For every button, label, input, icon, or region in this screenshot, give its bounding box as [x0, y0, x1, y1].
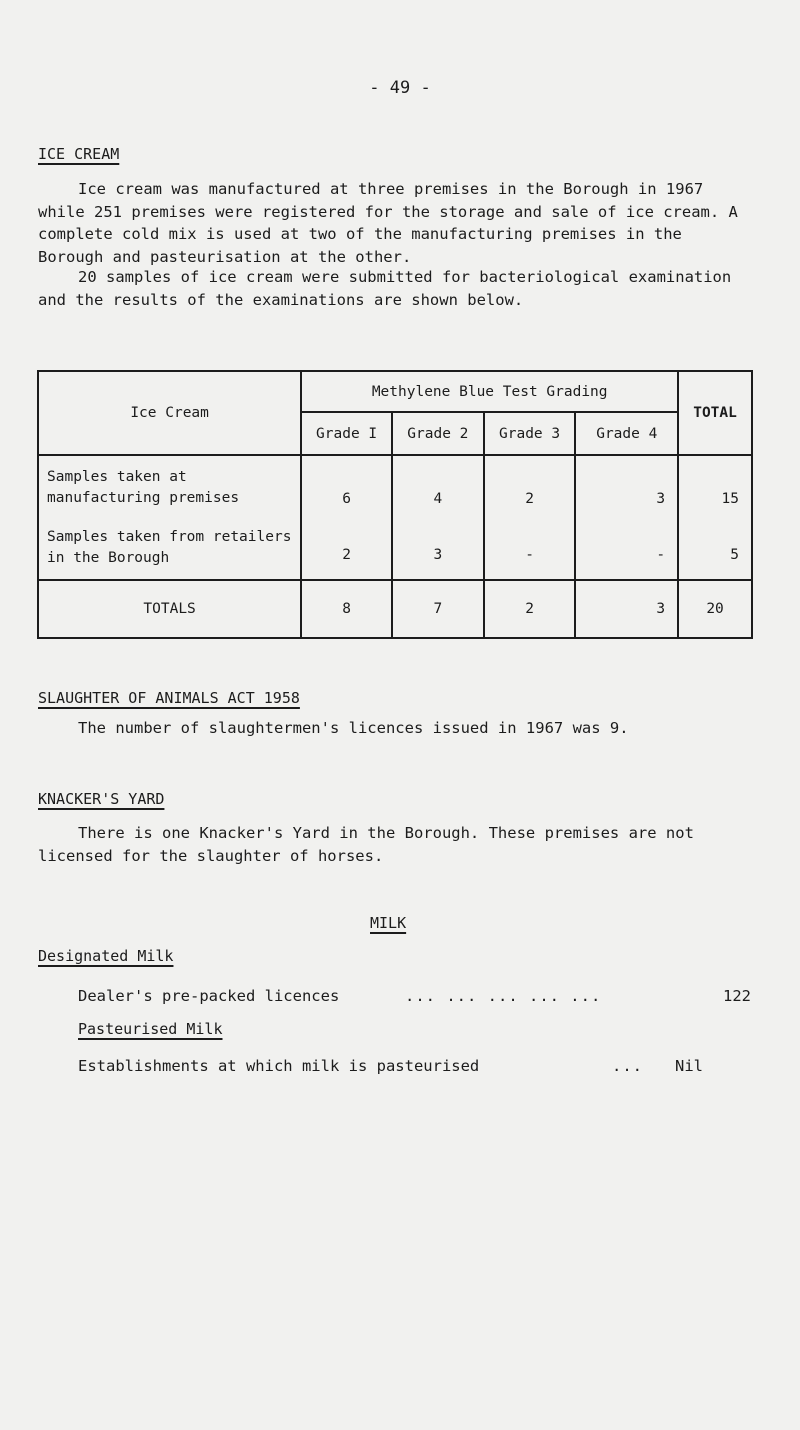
table-cell-total: [678, 455, 752, 580]
pasteurised-dots: ...: [612, 1057, 643, 1075]
slaughter-text: The number of slaughtermen's licences issued in 1967 was 9.: [78, 719, 629, 737]
cell-retailers-grade-2: 3: [433, 546, 443, 563]
totals-grade-4: 3: [575, 580, 678, 638]
totals-total: 20: [678, 580, 752, 638]
dealer-licences-value: 122: [723, 987, 751, 1005]
ice-cream-paragraph-1: Ice cream was manufactured at three premises in the Borough in 1967 while 251 premises were registered for the storage and sale of ice cream. A complete cold mix is used at two of the manufacturing premises in the Borough and pasteurisation at the other.: [38, 180, 738, 266]
col-header-grade-4: Grade 4: [575, 412, 678, 455]
totals-grade-2: 7: [392, 580, 484, 638]
ice-cream-grading-table: [37, 370, 753, 639]
cell-retailers-grade-4: -: [656, 546, 666, 563]
pasteurised-milk-heading: Pasteurised Milk: [78, 1020, 223, 1038]
ice-cream-paragraph-2: 20 samples of ice cream were submitted for bacteriological examination and the results of the examinations are shown below.: [38, 268, 732, 309]
col-header-ice-cream: Ice Cream: [38, 371, 301, 455]
col-header-grade-1: Grade I: [301, 412, 392, 455]
row-labels-cell: [38, 455, 301, 580]
totals-label: TOTALS: [38, 580, 301, 638]
col-header-total: TOTAL: [678, 371, 752, 455]
pasteurised-row: [78, 1057, 751, 1075]
cell-retailers-grade-3: -: [525, 546, 534, 563]
cell-manufacturing-grade-1: 6: [342, 490, 351, 507]
col-header-grade-3: Grade 3: [484, 412, 576, 455]
pasteurised-value: Nil: [675, 1057, 703, 1075]
col-header-grade-2: Grade 2: [392, 412, 484, 455]
row-label-retailers: Samples taken from retailers in the Borough: [47, 528, 292, 566]
cell-manufacturing-grade-3: 2: [525, 490, 534, 507]
totals-grade-1: 8: [301, 580, 392, 638]
pasteurised-label: Establishments at which milk is pasteurised: [78, 1057, 480, 1075]
group-header-methylene-blue: Methylene Blue Test Grading: [301, 371, 678, 412]
cell-manufacturing-grade-4: 3: [656, 490, 666, 507]
knacker-heading: KNACKER'S YARD: [38, 790, 165, 808]
table-cell-grade-4: [575, 455, 678, 580]
totals-grade-3: 2: [484, 580, 576, 638]
cell-retailers-total: 5: [730, 546, 739, 563]
dealer-licences-row: [78, 987, 751, 1005]
dealer-licences-label: Dealer's pre-packed licences: [78, 987, 340, 1005]
milk-heading: MILK: [370, 914, 407, 932]
slaughter-heading: SLAUGHTER OF ANIMALS ACT 1958: [38, 689, 300, 707]
knacker-text: There is one Knacker's Yard in the Borough. These premises are not licensed for the slaughter of horses.: [38, 824, 694, 865]
table-cell-grade-3: [484, 455, 576, 580]
page-number: - 49 -: [369, 78, 431, 98]
ice-cream-heading: ICE CREAM: [38, 145, 120, 163]
designated-milk-heading: Designated Milk: [38, 947, 174, 965]
table-cell-grade-1: [301, 455, 392, 580]
cell-manufacturing-grade-2: 4: [433, 490, 443, 507]
table-cell-grade-2: [392, 455, 484, 580]
dealer-licences-dots: ... ... ... ... ...: [405, 987, 602, 1005]
cell-retailers-grade-1: 2: [342, 546, 351, 563]
cell-manufacturing-total: 15: [721, 490, 739, 507]
row-label-manufacturing: Samples taken at manufacturing premises: [47, 468, 240, 506]
